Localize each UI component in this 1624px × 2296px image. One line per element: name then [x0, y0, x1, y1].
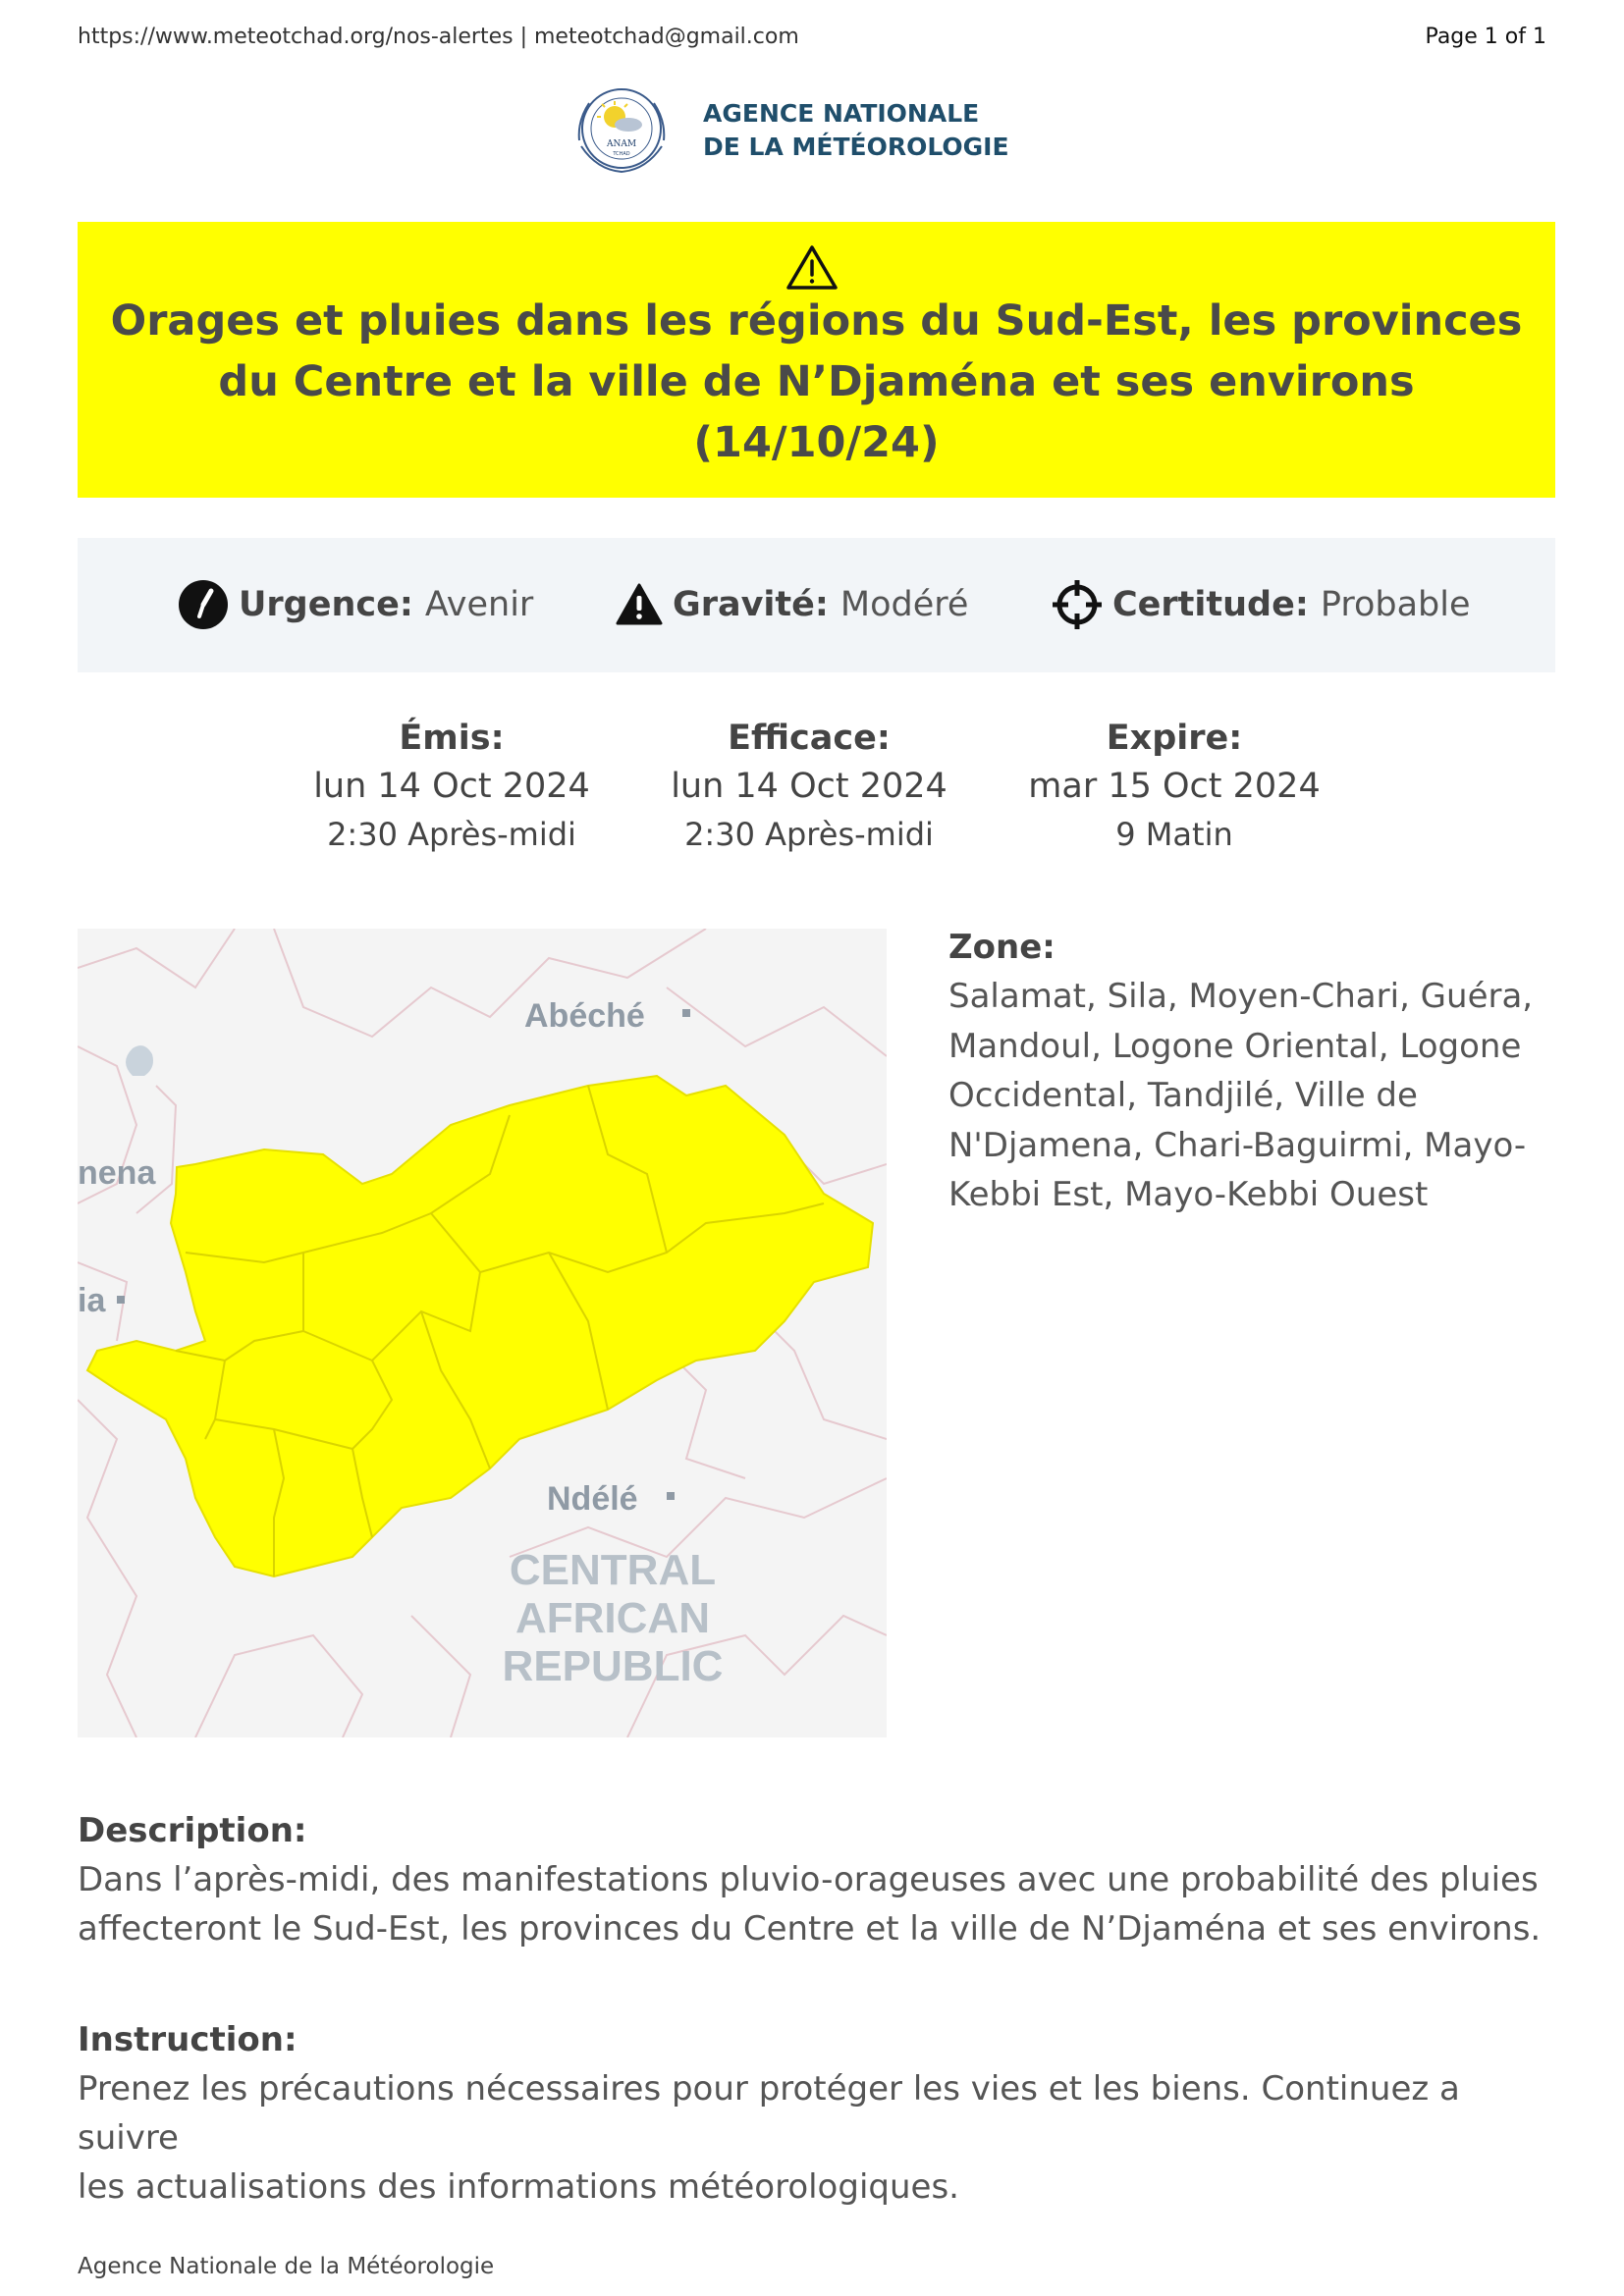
effective-time: 2:30 Après-midi — [684, 816, 934, 853]
urgency-value: Avenir — [424, 585, 534, 624]
certainty-label: Certitude: — [1112, 585, 1309, 624]
zone-line: N'Djamena, Chari-Baguirmi, Mayo- — [948, 1125, 1527, 1165]
map-label-car-line2: AFRICAN — [515, 1594, 710, 1642]
agency-logo — [568, 80, 1058, 181]
alert-title-line: du Centre et la ville de N’Djaména et ses environs — [218, 357, 1415, 406]
zone-label: Zone: — [948, 928, 1056, 967]
map-city-marker — [667, 1492, 675, 1500]
instruction-line: les actualisations des informations météorologiques. — [78, 2167, 959, 2207]
agency-name-line2: DE LA MÉTÉOROLOGIE — [703, 133, 1009, 161]
instruction-line: Prenez les précautions nécessaires pour protéger les vies et les biens. Continuez a suivre — [78, 2069, 1460, 2158]
exclamation-triangle-icon — [616, 583, 663, 626]
alert-area-map[interactable] — [78, 929, 887, 1737]
alert-title-line: Orages et pluies dans les régions du Sud-Est, les provinces — [110, 296, 1523, 346]
instruction-label: Instruction: — [78, 2020, 298, 2059]
urgency-field — [178, 579, 533, 630]
effective-date: lun 14 Oct 2024 — [671, 767, 947, 806]
expires-date: mar 15 Oct 2024 — [1028, 767, 1321, 806]
map-label-car-line1: CENTRAL — [509, 1546, 717, 1594]
certainty-value: Probable — [1320, 585, 1471, 624]
map-city-marker — [682, 1009, 690, 1017]
effective-block — [642, 715, 976, 858]
anam-seal-icon — [568, 81, 676, 180]
stopwatch-icon — [178, 579, 229, 630]
map-label-abeche: Abéché — [524, 997, 645, 1035]
description-line: affecteront le Sud-Est, les provinces du Centre et la ville de N’Djaména et ses environs. — [78, 1909, 1542, 1949]
footer-agency-name: Agence Nationale de la Météorologie — [78, 2254, 495, 2279]
crosshair-icon — [1052, 579, 1103, 630]
certainty-field — [1052, 579, 1471, 630]
map-city-marker — [117, 1296, 125, 1304]
map-label-car-line3: REPUBLIC — [502, 1642, 724, 1690]
issued-label: Émis: — [399, 719, 505, 758]
seal-text: ANAM — [606, 139, 637, 149]
zone-line: Occidental, Tandjilé, Ville de — [948, 1076, 1418, 1115]
description-section — [78, 1806, 1570, 1953]
urgency-label: Urgence: — [239, 585, 413, 624]
expires-label: Expire: — [1106, 719, 1243, 758]
agency-name-line1: AGENCE NATIONALE — [703, 99, 980, 128]
severity-label: Gravité: — [673, 585, 829, 624]
seal-subtext: TCHAD — [613, 151, 630, 157]
alert-title — [78, 291, 1555, 473]
zone-section — [948, 923, 1557, 1220]
page-url-email[interactable]: https://www.meteotchad.org/nos-alertes | meteotchad@gmail.com — [78, 25, 799, 49]
map-label-ndele: Ndélé — [547, 1480, 638, 1518]
expires-block — [1007, 715, 1341, 858]
zone-line: Salamat, Sila, Moyen-Chari, Guéra, — [948, 977, 1534, 1016]
issued-time: 2:30 Après-midi — [327, 816, 576, 853]
severity-value: Modéré — [839, 585, 969, 624]
page-number: Page 1 of 1 — [1425, 25, 1546, 49]
description-line: Dans l’après-midi, des manifestations pluvio-orageuses avec une probabilité des pluies — [78, 1860, 1539, 1899]
zone-list — [948, 972, 1557, 1220]
severity-field — [616, 579, 968, 630]
zone-line: Kebbi Est, Mayo-Kebbi Ouest — [948, 1175, 1429, 1214]
description-label: Description: — [78, 1811, 307, 1850]
map-label-ndjamena: nena — [78, 1154, 156, 1192]
expires-time: 9 Matin — [1115, 816, 1233, 853]
zone-line: Mandoul, Logone Oriental, Logone — [948, 1026, 1522, 1066]
warning-triangle-icon — [785, 244, 839, 292]
alert-title-line: (14/10/24) — [693, 418, 940, 467]
instruction-section — [78, 2015, 1570, 2212]
issued-block — [285, 715, 619, 858]
map-label-partial-city: ia — [78, 1282, 106, 1319]
issued-date: lun 14 Oct 2024 — [313, 767, 590, 806]
effective-label: Efficace: — [728, 719, 891, 758]
